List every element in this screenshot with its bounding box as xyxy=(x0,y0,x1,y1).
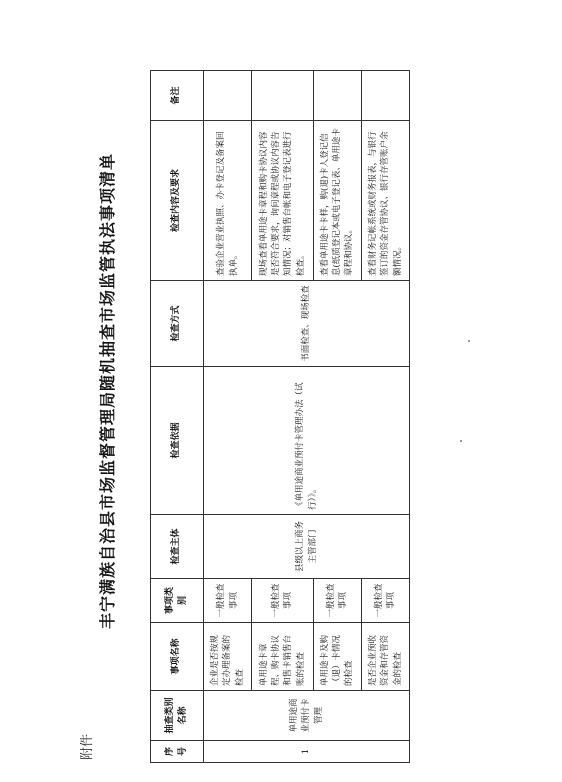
cell-item: 单用途卡章程、购卡协议和售卡销售台账的检查 xyxy=(252,623,314,691)
header-item: 事项名称 xyxy=(151,623,204,691)
attachment-label: 附件 xyxy=(80,733,95,760)
cell-content: 现场查看单用途卡章程和购卡协议内容是否符合要求，询问章程或协议内容告知情况；对销售台帐和电子登记表进行检查。 xyxy=(252,121,314,281)
cell-category: 单用途商业预付卡管理 xyxy=(204,691,410,741)
cell-method: 书面检查、现场检查 xyxy=(204,281,410,367)
scan-speck xyxy=(460,440,462,442)
header-basis: 检查依据 xyxy=(151,367,204,515)
cell-item-type: 一般检查事项 xyxy=(252,579,314,623)
table-row xyxy=(204,71,252,763)
header-method: 检查方式 xyxy=(151,281,204,367)
header-content: 检查内容及要求 xyxy=(151,121,204,281)
cell-item: 是否企业预收资金和存管资金的检查 xyxy=(361,623,409,691)
header-subject: 检查主体 xyxy=(151,515,204,579)
cell-remark xyxy=(361,71,409,121)
cell-item-type: 一般检查事项 xyxy=(361,579,409,623)
cell-seq: 1 xyxy=(204,741,410,763)
cell-remark xyxy=(313,71,361,121)
page-title: 丰宁满族自治县市场监督管理局随机抽查市场监管执法事项清单 xyxy=(98,153,117,630)
cell-content: 查看财务记帐系统或财务报表，与银行签订的资金存管协议、银行存管账户余额情况。 xyxy=(361,121,409,281)
header-category: 抽查类别名称 xyxy=(151,691,204,741)
cell-subject: 县级以上商务主管部门 xyxy=(204,515,410,579)
cell-remark xyxy=(252,71,314,121)
header-remark: 备注 xyxy=(151,71,204,121)
cell-basis: 《单用途商业预付卡管理办法（试行）》。 xyxy=(204,367,410,515)
cell-content: 查验企业营业执照、办卡登记及备案回执单。 xyxy=(204,121,252,281)
cell-item-type: 一般检查事项 xyxy=(313,579,361,623)
cell-remark xyxy=(204,71,252,121)
header-seq: 序号 xyxy=(151,741,204,763)
cell-content: 查看单用途卡卡样，购(退)卡人登记信息(纸质登记本或电子登记表、单用途卡章程和协议。 xyxy=(313,121,361,281)
cell-item: 企业是否按规定办理备案的检查 xyxy=(204,623,252,691)
cell-item: 单用途卡及购（退）卡情况的检查 xyxy=(313,623,361,691)
table-header-row xyxy=(151,71,204,763)
inspection-table xyxy=(150,70,410,763)
cell-item-type: 一般检查事项 xyxy=(204,579,252,623)
scan-speck xyxy=(468,340,470,342)
header-item-type: 事项类别 xyxy=(151,579,204,623)
